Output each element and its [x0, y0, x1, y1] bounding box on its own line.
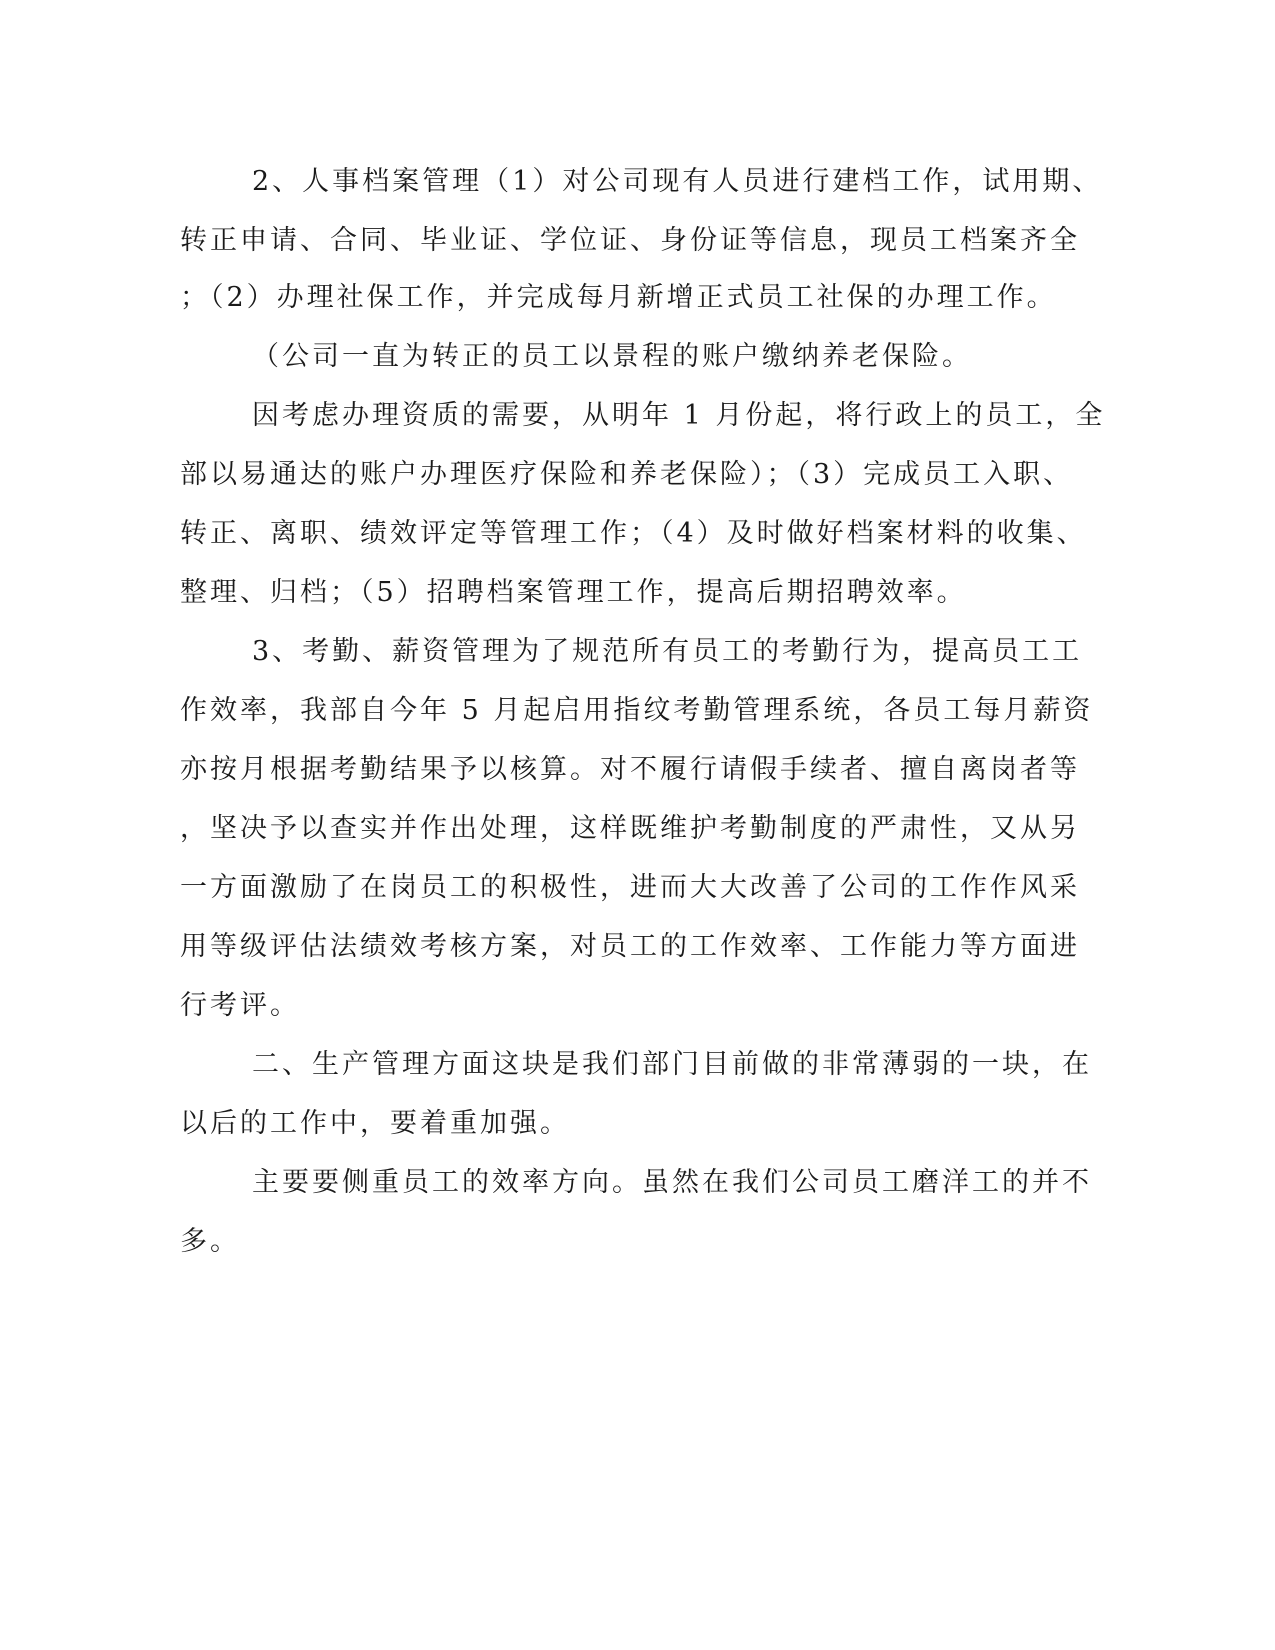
text-line: 转正申请、合同、毕业证、学位证、身份证等信息，现员工档案齐全: [180, 225, 1080, 256]
text-line: 主要要侧重员工的效率方向。虽然在我们公司员工磨洋工的并不: [252, 1167, 1092, 1198]
text-line: （公司一直为转正的员工以景程的账户缴纳养老保险。: [252, 341, 972, 372]
text-line: ；（2）办理社保工作，并完成每月新增正式员工社保的办理工作。: [180, 282, 1057, 313]
text-line: 亦按月根据考勤结果予以核算。对不履行请假手续者、擅自离岗者等: [180, 754, 1080, 785]
text-line: 因考虑办理资质的需要，从明年 1 月份起，将行政上的员工，全: [252, 400, 1106, 431]
text-line: 以后的工作中，要着重加强。: [180, 1108, 570, 1139]
text-line: 作效率，我部自今年 5 月起启用指纹考勤管理系统，各员工每月薪资: [180, 695, 1094, 726]
text-line: 行考评。: [180, 990, 300, 1021]
text-line: 多。: [180, 1226, 240, 1257]
text-line: ，坚决予以查实并作出处理，这样既维护考勤制度的严肃性，又从另: [180, 813, 1080, 844]
text-line: 2、人事档案管理（1）对公司现有人员进行建档工作，试用期、: [252, 166, 1103, 197]
text-line: 用等级评估法绩效考核方案，对员工的工作效率、工作能力等方面进: [180, 931, 1080, 962]
text-line: 转正、离职、绩效评定等管理工作；（4）及时做好档案材料的收集、: [180, 518, 1087, 549]
text-line: 二、生产管理方面这块是我们部门目前做的非常薄弱的一块，在: [252, 1049, 1092, 1080]
text-line: 整理、归档；（5）招聘档案管理工作，提高后期招聘效率。: [180, 577, 967, 608]
text-line: 3、考勤、薪资管理为了规范所有员工的考勤行为，提高员工工: [252, 636, 1083, 667]
text-line: 一方面激励了在岗员工的积极性，进而大大改善了公司的工作作风采: [180, 872, 1080, 903]
text-line: 部以易通达的账户办理医疗保险和养老保险）；（3）完成员工入职、: [180, 459, 1074, 490]
